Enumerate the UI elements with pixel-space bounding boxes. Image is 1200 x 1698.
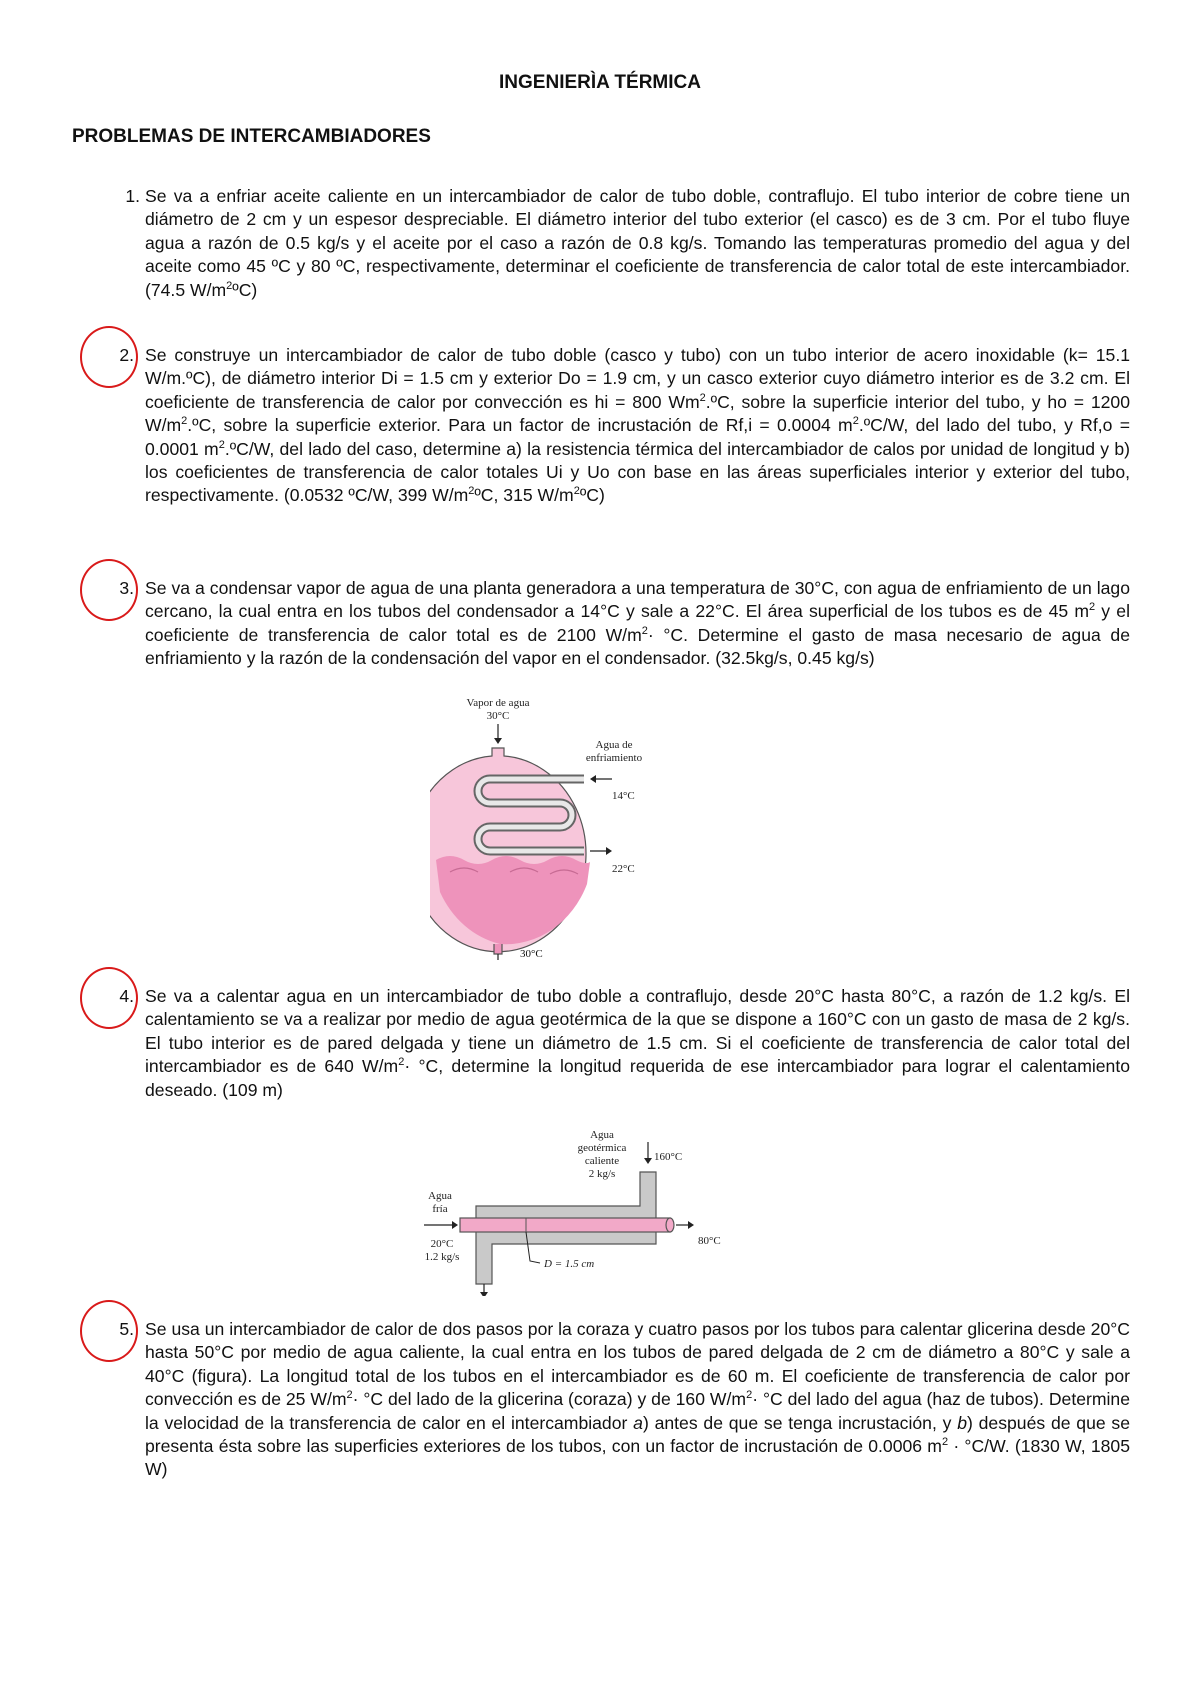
- diameter-label: D = 1.5 cm: [544, 1258, 595, 1270]
- problem-number: 3.: [119, 578, 134, 598]
- problem-3: [110, 577, 1130, 671]
- vapor-temp: 30°C: [486, 710, 510, 722]
- problem-2: [110, 344, 1130, 508]
- geo-label: caliente: [584, 1155, 620, 1167]
- problem-text: Se va a condensar vapor de agua de una planta generadora a una temperatura de 30°C, con agua de enfriamiento de un lago cercano, la cual entra en los tubos del condensador a 14°C y sale a 22°C. El área superficial de los tubos es de 45 $m^2$ y el coeficiente de transferencia de calor total es de 2100 $W/m^2\cdot ^\circ C$. Determine el gasto de masa necesario de agua de enfriamiento y la razón de la condensación del vapor en el condensador. (32.5kg/s, 0.45 kg/s): [145, 578, 1130, 669]
- cold-outlet-temp: 80°C: [698, 1235, 721, 1247]
- geo-flow: 2 kg/s: [588, 1168, 616, 1180]
- problem-number: 5.: [119, 1319, 134, 1339]
- problem-1: [110, 185, 1130, 302]
- geo-temp: 160°C: [654, 1151, 683, 1163]
- condenser-figure: [430, 692, 690, 960]
- section-title: PROBLEMAS DE INTERCAMBIADORES: [72, 126, 431, 147]
- problem-number: 1.: [125, 186, 140, 206]
- exchanger-figure: [420, 1126, 750, 1296]
- geo-label: Agua: [590, 1129, 614, 1141]
- cold-label: fría: [432, 1203, 448, 1215]
- cold-flow: 1.2 kg/s: [424, 1251, 460, 1263]
- arrow-icon: [480, 1292, 488, 1296]
- arrow-icon: [590, 775, 596, 783]
- arrow-icon: [494, 738, 502, 744]
- problem-number: 4.: [119, 986, 134, 1006]
- vapor-label: Vapor de agua: [466, 697, 530, 709]
- arrow-icon: [688, 1221, 694, 1229]
- cold-label: Agua: [428, 1190, 452, 1202]
- problem-text: Se va a enfriar aceite caliente en un intercambiador de calor de tubo doble, contraflujo. El tubo interior de cobre tiene un diámetro de 2 cm y un espesor despreciable. El diámetro interior del tubo exterior (el casco) es de 3 cm. Por el tubo fluye agua a razón de 0.5 kg/s y el aceite por el caso a razón de 0.8 kg/s. Tomando las temperaturas promedio del agua y del aceite como 45 ºC y 80 ºC, respectivamente, determinar el coeficiente de transferencia de calor total de este intercambiador. (74.5 $W/m^2ºC$): [145, 186, 1130, 300]
- problem-text: Se construye un intercambiador de calor de tubo doble (casco y tubo) con un tubo interior de acero inoxidable (k= 15.1 W/m.ºC), de diámetro interior Di = 1.5 cm y exterior Do = 1.9 cm, y un casco exterior cuyo diámetro interior es de 3.2 cm. El coeficiente de transferencia de calor por convección es hi = 800 Wm$^2$.ºC, sobre la superficie interior del tubo, y ho = 1200 $W/m^2.ºC$, sobre la superficie exterior. Para un factor de incrustación de Rf,i = 0.0004 $m^2.ºC/W$, del lado del tubo, y Rf,o = 0.0001 $m^2.ºC/W$, del lado del caso, determine a) la resistencia térmica del intercambiador de calos por unidad de longitud y b) los coeficientes de transferencia de calor totales Ui y Uo con base en las áreas superficiales interior y exterior del tubo, respectivamente. (0.0532 ºC/W, 399 $W/m^2ºC$, 315 $W/m^2ºC$): [145, 345, 1130, 506]
- arrow-icon: [644, 1158, 652, 1164]
- arrow-icon: [452, 1221, 458, 1229]
- arrow-icon: [606, 847, 612, 855]
- problem-number: 2.: [119, 345, 134, 365]
- inlet-temp: 14°C: [612, 790, 635, 802]
- cold-inlet-temp: 20°C: [430, 1238, 454, 1250]
- problem-5: [110, 1318, 1130, 1482]
- cooling-label: Agua de: [595, 739, 633, 751]
- geo-label: geotérmica: [577, 1142, 627, 1154]
- page-title: INGENIERÌA TÉRMICA: [499, 72, 701, 93]
- inner-tube: [460, 1218, 670, 1232]
- problem-text: Se usa un intercambiador de calor de dos pasos por la coraza y cuatro pasos por los tubos para calentar glicerina desde 20°C hasta 50°C por medio de agua caliente, la cual entra en los tubos de pared delgada de 2 cm de diámetro a 80°C y sale a 40°C (figura). La longitud total de los tubos en el intercambiador es de 60 m. El coeficiente de transferencia de calor por convección es de 25 $W/m^2\cdot ^\circ C$ del lado de la glicerina (coraza) y de 160 $W/m^2\cdot ^\circ C$ del lado del agua (haz de tubos). Determine la velocidad de la transferencia de calor en el intercambiador a) antes de que se tenga incrustación, y b) después de que se presenta ésta sobre las superficies exteriores de los tubos, con un factor de incrustación de 0.0006 $m^2 \cdot ^\circ C/W$. (1830 W, 1805 W): [145, 1319, 1131, 1480]
- outlet-temp: 22°C: [612, 863, 635, 875]
- cooling-label: enfriamiento: [585, 752, 643, 764]
- condensate-temp: 30°C: [520, 948, 543, 960]
- problem-text: Se va a calentar agua en un intercambiador de tubo doble a contraflujo, desde 20°C hasta 80°C, a razón de 1.2 kg/s. El calentamiento se va a realizar por medio de agua geotérmica de la que se dispone a 160°C con un gasto de masa de 2 kg/s. El tubo interior es de pared delgada y tiene un diámetro de 1.5 cm. Si el coeficiente de transferencia de calor total del intercambiador es de 640 $W/m^2\cdot ^\circ C$, determine la longitud requerida de ese intercambiador para lograr el calentamiento deseado. (109 m): [145, 986, 1131, 1100]
- problem-4: [110, 985, 1130, 1102]
